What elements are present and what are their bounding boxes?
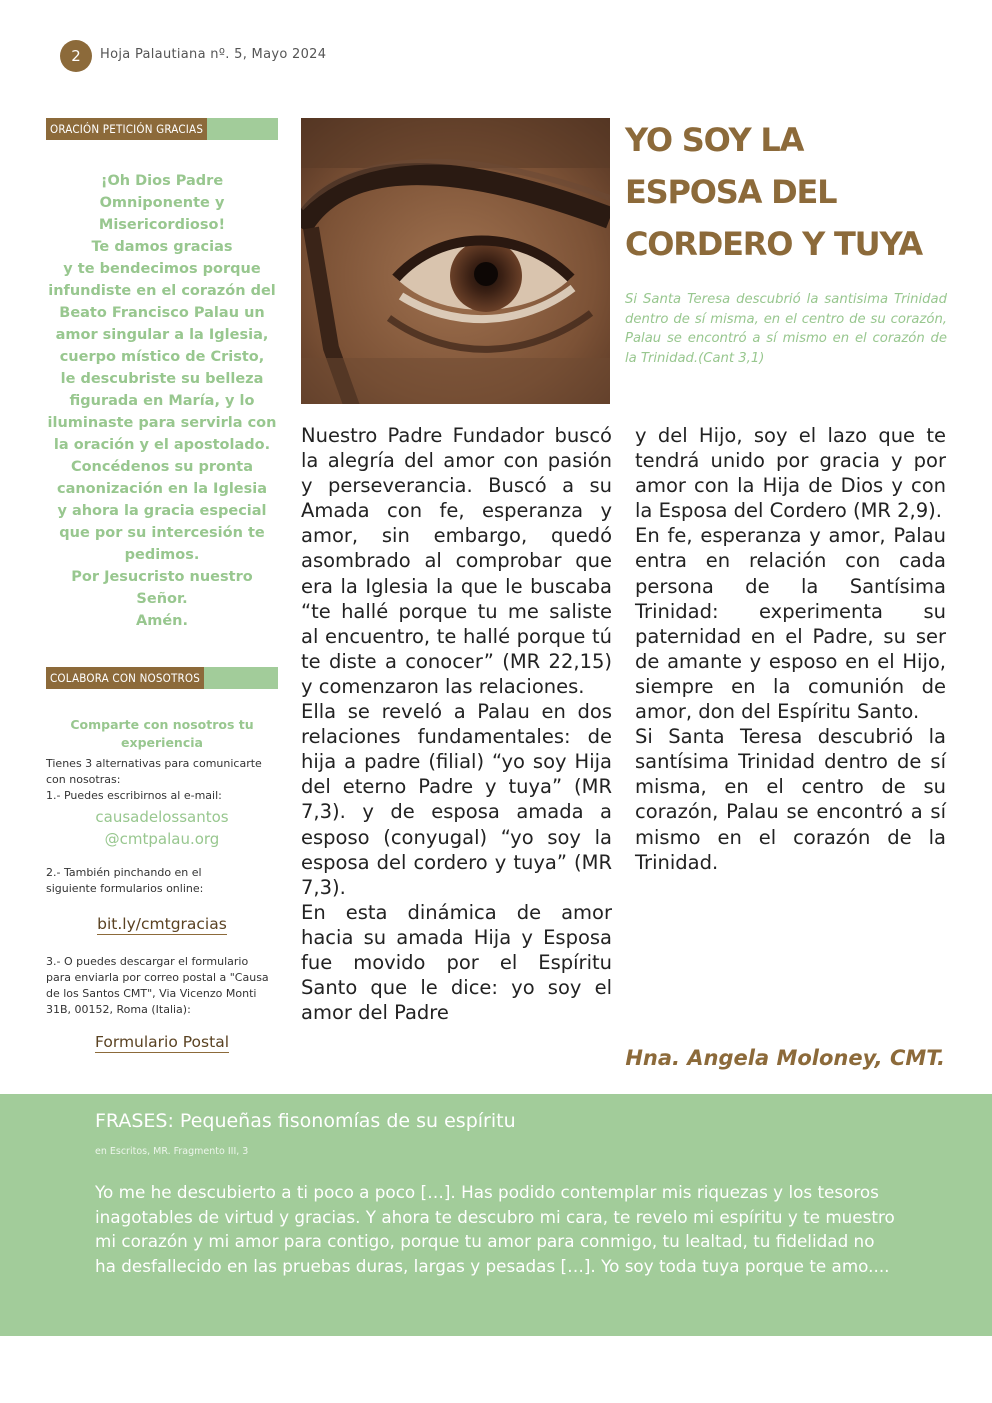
author-signature: Hna. Angela Moloney, CMT. <box>625 1046 945 1070</box>
heading-accent-bar <box>204 667 278 689</box>
publication-header: Hoja Palautiana nº. 5, Mayo 2024 <box>100 47 327 62</box>
prayer-line: iluminaste para servirla con <box>47 415 277 431</box>
online-form-link-wrap <box>46 914 278 933</box>
page-number-badge: 2 <box>60 40 92 72</box>
quote-line: ha desfallecido en las pruebas duras, largas y pesadas […]. Yo soy toda tuya porque te amo.... <box>95 1255 890 1276</box>
quote-line: mi corazón y mi amor para contigo, porque tu amor para conmigo, tu lealtad, tu fidelidad no <box>95 1231 875 1251</box>
prayer-line: y ahora la gracia especial <box>57 503 267 519</box>
prayer-line: Omniponente y <box>99 195 225 211</box>
option-three-line: 3.- O puedes descargar el formulario <box>46 955 249 968</box>
title-line: ESPOSA DEL <box>625 173 837 211</box>
share-title-line: Comparte con nosotros tu <box>70 717 254 732</box>
postal-form-link-wrap <box>46 1032 278 1051</box>
contact-intro-line: 1.- Puedes escribirnos al e-mail: <box>46 789 222 802</box>
prayer-line: la oración y el apostolado. <box>53 437 271 453</box>
option-two-line: siguiente formularios online: <box>46 882 204 895</box>
prayer-line: ¡Oh Dios Padre <box>100 173 224 189</box>
option-three-line: de los Santos CMT", Via Vicenzo Monti <box>46 987 257 1000</box>
prayer-line: Te damos gracias <box>91 239 233 255</box>
share-title-line: experiencia <box>121 735 203 750</box>
contact-intro-line: con nosotras: <box>46 773 121 786</box>
quote-band-source: en Escritos, MR. Fragmento III, 3 <box>95 1146 249 1157</box>
email-line[interactable]: causadelossantos <box>95 808 229 826</box>
prayer-line: Beato Francisco Palau un <box>59 305 265 321</box>
online-form-link[interactable]: bit.ly/cmtgracias <box>97 915 227 933</box>
prayer-line: amor singular a la Iglesia, <box>55 327 269 343</box>
body-paragraph: Nuestro Padre Fundador buscó la alegría del amor con pasión y perseverancia. Buscó a su Amada con fe, esperanza y amor, sin embargo, quedó asombrado al comprobar que era la Iglesia la que le buscaba “te hallé porque tu me saliste al encuentro, te hallé porque tú te diste a conocer” (MR 22,15) y comenzaron las relaciones. <box>301 424 612 698</box>
email-address[interactable] <box>46 806 278 850</box>
prayer-line: Misericordioso! <box>98 217 226 233</box>
prayer-section-heading <box>46 118 278 140</box>
prayer-line: canonización en la Iglesia <box>56 481 268 497</box>
body-paragraph: y del Hijo, soy el lazo que te tendrá unido por gracia y por amor con la Hija de Dios y con la Esposa del Cordero (MR 2,9). <box>635 424 946 523</box>
article-subtitle: Si Santa Teresa descubrió la santisima Trinidad dentro de sí misma, en el centro de su corazón, Palau se encontró a sí mismo en el corazón de la Trinidad.(Cant 3,1) <box>625 292 947 366</box>
prayer-line: Señor. <box>136 591 188 607</box>
contact-intro <box>46 756 282 804</box>
heading-accent-bar <box>207 118 278 140</box>
body-paragraph: Ella se reveló a Palau en dos relaciones fundamentales: de hija a padre (filial) “yo soy Hija del eterno Padre y tuya” (MR 7,3). y de esposa amada a esposo (conyugal) “yo soy la esposa del cordero y tuya” (MR 7,3). <box>301 700 612 899</box>
prayer-line: figurada en María, y lo <box>69 393 255 409</box>
collab-section-heading <box>46 667 278 689</box>
postal-form-link[interactable]: Formulario Postal <box>95 1033 229 1051</box>
prayer-line: que por su intercesión te <box>59 525 265 541</box>
article-column-2 <box>635 423 946 875</box>
article-title <box>625 114 965 270</box>
body-paragraph: Si Santa Teresa descubrió la santísima Trinidad dentro de sí misma, en el centro de su corazón, Palau se encontró a sí mismo en el corazón de la Trinidad. <box>635 725 946 874</box>
prayer-line: Concédenos su pronta <box>70 459 254 475</box>
option-three-line: para enviarla por correo postal a "Causa <box>46 971 269 984</box>
prayer-line: infundiste en el corazón del <box>48 283 276 299</box>
prayer-text <box>46 170 278 632</box>
article-column-1 <box>301 423 612 1025</box>
option-two-text <box>46 865 282 897</box>
share-title <box>46 716 278 752</box>
body-paragraph: En fe, esperanza y amor, Palau entra en relación con cada persona de la Santísima Trinidad: experimenta su paternidad en el Padre, su ser de amante y esposo en el Hijo, siempre en la comunión de amor, don del Espíritu Santo. <box>635 524 946 724</box>
prayer-heading-label: ORACIÓN PETICIÓN GRACIAS <box>46 118 207 140</box>
quote-line: Yo me he descubierto a ti poco a poco […]. Has podido contemplar mis riquezas y los tesoros <box>95 1182 879 1202</box>
option-two-line: 2.- También pinchando en el <box>46 866 202 879</box>
quote-band-title: FRASES: Pequeñas fisonomías de su espíritu <box>95 1110 516 1132</box>
prayer-line: Por Jesucristo nuestro <box>71 569 253 585</box>
title-line: CORDERO Y TUYA <box>625 225 922 263</box>
prayer-line: Amén. <box>136 613 188 629</box>
contact-intro-line: Tienes 3 alternativas para comunicarte <box>46 757 262 770</box>
eye-icon-painting <box>301 118 610 404</box>
collab-heading-label: COLABORA CON NOSOTROS <box>46 667 204 689</box>
option-three-text <box>46 954 282 1018</box>
email-line[interactable]: @cmtpalau.org <box>104 830 220 848</box>
option-three-line: 31B, 00152, Roma (Italia): <box>46 1003 191 1016</box>
prayer-line: y te bendecimos porque <box>63 261 261 277</box>
prayer-line: pedimos. <box>124 547 200 563</box>
quote-line: inagotables de virtud y gracias. Y ahora te descubro mi cara, te revelo mi espíritu y te muestro <box>95 1206 895 1227</box>
prayer-line: le descubriste su belleza <box>60 371 264 387</box>
quote-band-text <box>95 1180 947 1278</box>
prayer-line: cuerpo místico de Cristo, <box>59 349 265 365</box>
body-paragraph: En esta dinámica de amor hacia su amada Hija y Esposa fue movido por el Espíritu Santo que le dice: yo soy el amor del Padre <box>301 900 612 1025</box>
title-line: YO SOY LA <box>625 121 804 159</box>
